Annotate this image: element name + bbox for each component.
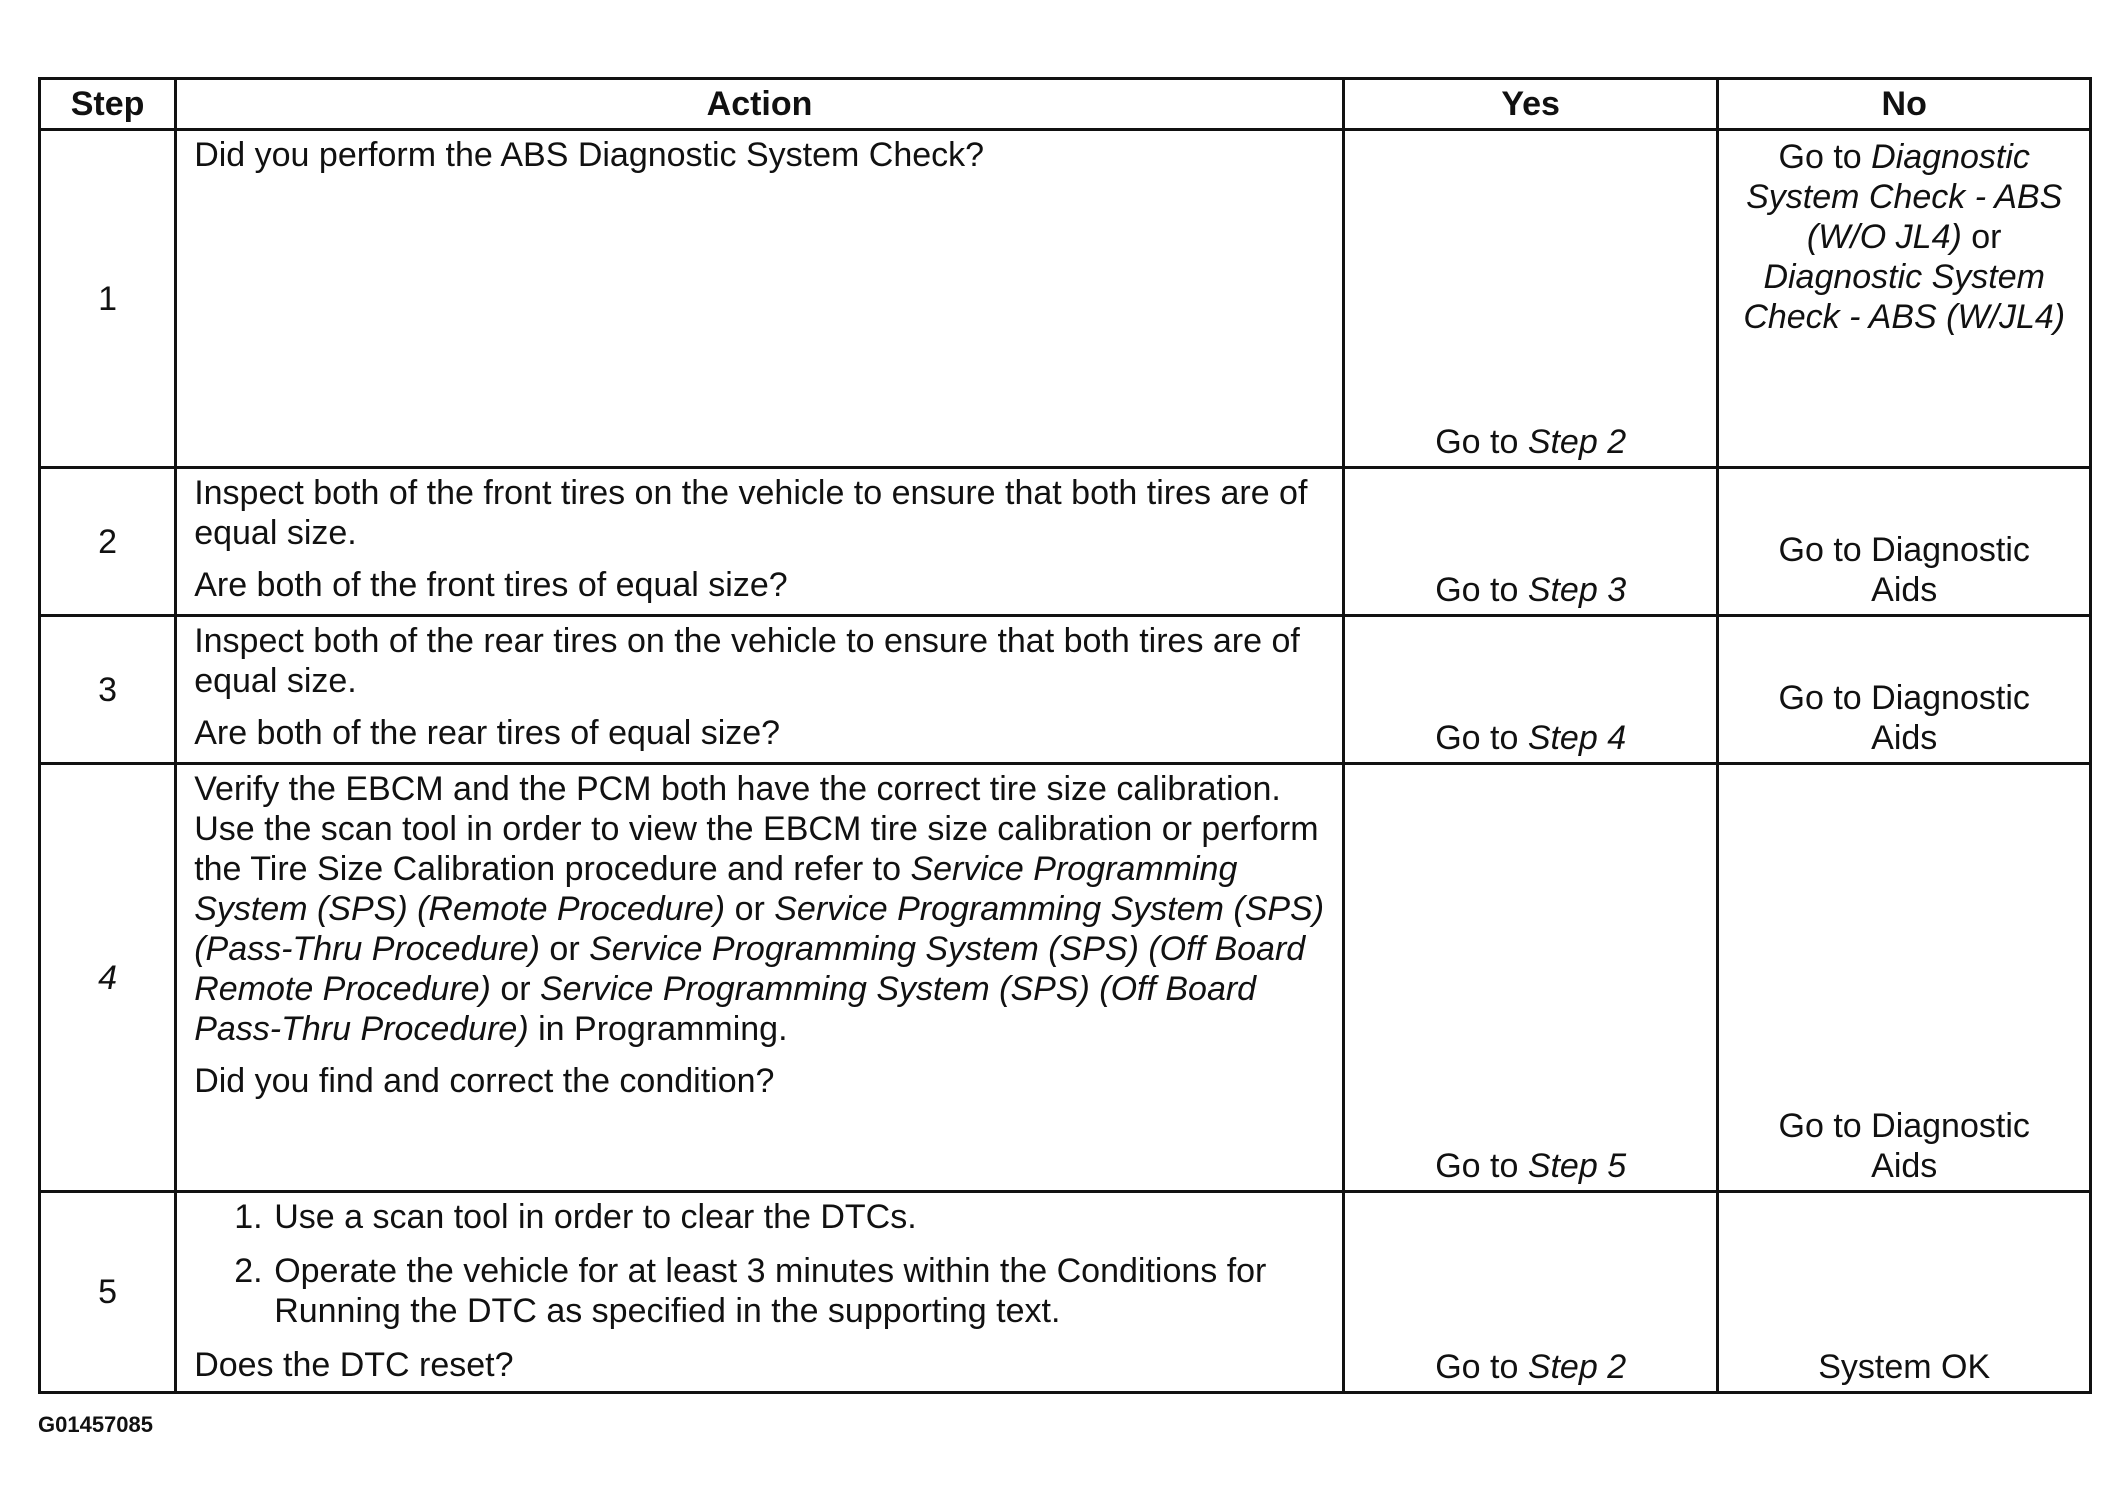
no-link-diagnostic-check-w-jl4[interactable]: Diagnostic System Check - ABS (W/JL4) xyxy=(1743,258,2066,336)
action-question: Does the DTC reset? xyxy=(194,1346,514,1384)
list-item xyxy=(234,1251,1326,1331)
step-number: 1 xyxy=(40,130,176,468)
table-row xyxy=(40,764,2091,1192)
link-sps-remote[interactable]: Service Programming System (SPS) (Remote Procedure) xyxy=(194,850,1238,928)
no-link-diagnostic-aids[interactable]: Go to Diagnostic Aids xyxy=(1778,1107,2030,1185)
yes-cell xyxy=(1343,468,1718,616)
step-number: 4 xyxy=(40,764,176,1192)
header-action: Action xyxy=(176,79,1344,130)
action-question: Are both of the rear tires of equal size? xyxy=(194,714,781,752)
header-step: Step xyxy=(40,79,176,130)
no-link-diagnostic-check-wo-jl4[interactable]: Diagnostic System Check - ABS (W/O JL4) xyxy=(1746,138,2063,256)
step-number: 2 xyxy=(40,468,176,616)
no-cell xyxy=(1718,130,2091,468)
action-cell xyxy=(176,468,1344,616)
list-item-number: 1. xyxy=(234,1198,263,1236)
in-programming-text: in Programming. xyxy=(528,1010,788,1048)
yes-prefix: Go to xyxy=(1435,423,1528,461)
action-question: Are both of the front tires of equal size? xyxy=(194,566,788,604)
action-question: Did you find and correct the condition? xyxy=(194,1062,775,1100)
no-cell xyxy=(1718,468,2091,616)
table-row xyxy=(40,1192,2091,1393)
table-row xyxy=(40,616,2091,764)
yes-step-link[interactable]: Step 2 xyxy=(1527,423,1627,461)
action-steps-list xyxy=(194,1197,1326,1331)
yes-cell xyxy=(1343,1192,1718,1393)
table-header-row xyxy=(40,79,2091,130)
table-row xyxy=(40,130,2091,468)
step-number: 3 xyxy=(40,616,176,764)
list-item-number: 2. xyxy=(234,1252,263,1290)
yes-prefix: Go to xyxy=(1435,719,1528,757)
yes-prefix: Go to xyxy=(1435,571,1528,609)
diagnostic-table xyxy=(38,77,2092,1394)
action-text: Inspect both of the front tires on the vehicle to ensure that both tires are of equal size. xyxy=(194,474,1308,552)
action-text: Inspect both of the rear tires on the vehicle to ensure that both tires are of equal size. xyxy=(194,622,1300,700)
link-sps-off-board-pass-thru[interactable]: Service Programming System (SPS) (Off Board Pass-Thru Procedure) xyxy=(194,970,1257,1048)
link-sps-off-board-remote[interactable]: Service Programming System (SPS) (Off Board Remote Procedure) xyxy=(194,930,1306,1008)
link-sps-pass-thru[interactable]: Service Programming System (SPS) (Pass-Thru Procedure) xyxy=(194,890,1325,968)
yes-cell xyxy=(1343,616,1718,764)
yes-step-link[interactable]: Step 4 xyxy=(1527,719,1627,757)
yes-step-link[interactable]: Step 5 xyxy=(1527,1147,1627,1185)
action-text xyxy=(194,769,1326,1049)
no-or-text: or xyxy=(1961,218,2002,256)
no-cell xyxy=(1718,764,2091,1192)
no-system-ok: System OK xyxy=(1818,1348,1991,1386)
header-yes: Yes xyxy=(1343,79,1718,130)
no-link-diagnostic-aids[interactable]: Go to Diagnostic Aids xyxy=(1778,531,2030,609)
no-cell xyxy=(1718,616,2091,764)
action-cell xyxy=(176,616,1344,764)
or-text: or xyxy=(725,890,775,928)
no-cell xyxy=(1718,1192,2091,1393)
yes-step-link[interactable]: Step 3 xyxy=(1527,571,1627,609)
yes-step-link[interactable]: Step 2 xyxy=(1527,1348,1627,1386)
action-cell xyxy=(176,764,1344,1192)
table-row xyxy=(40,468,2091,616)
or-text: or xyxy=(539,930,590,968)
action-intro-text: Verify the EBCM and the PCM both have the correct tire size calibration. Use the scan tool in order to view the EBCM tire size calibration or perform the Tire Size Calibration procedure and refer to xyxy=(194,770,1319,888)
list-item xyxy=(234,1197,1326,1237)
action-text: Did you perform the ABS Diagnostic System Check? xyxy=(194,136,985,174)
action-cell xyxy=(176,130,1344,468)
yes-cell xyxy=(1343,764,1718,1192)
list-item-text: Operate the vehicle for at least 3 minutes within the Conditions for Running the DTC as specified in the supporting text. xyxy=(274,1252,1267,1330)
list-item-text: Use a scan tool in order to clear the DTCs. xyxy=(274,1198,917,1236)
yes-prefix: Go to xyxy=(1435,1147,1528,1185)
figure-id: G01457085 xyxy=(38,1412,153,1437)
no-link-diagnostic-aids[interactable]: Go to Diagnostic Aids xyxy=(1778,679,2030,757)
no-prefix: Go to xyxy=(1778,138,1872,176)
yes-cell xyxy=(1343,130,1718,468)
yes-prefix: Go to xyxy=(1435,1348,1528,1386)
step-number: 5 xyxy=(40,1192,176,1393)
or-text: or xyxy=(490,970,540,1008)
header-no: No xyxy=(1718,79,2091,130)
action-cell xyxy=(176,1192,1344,1393)
